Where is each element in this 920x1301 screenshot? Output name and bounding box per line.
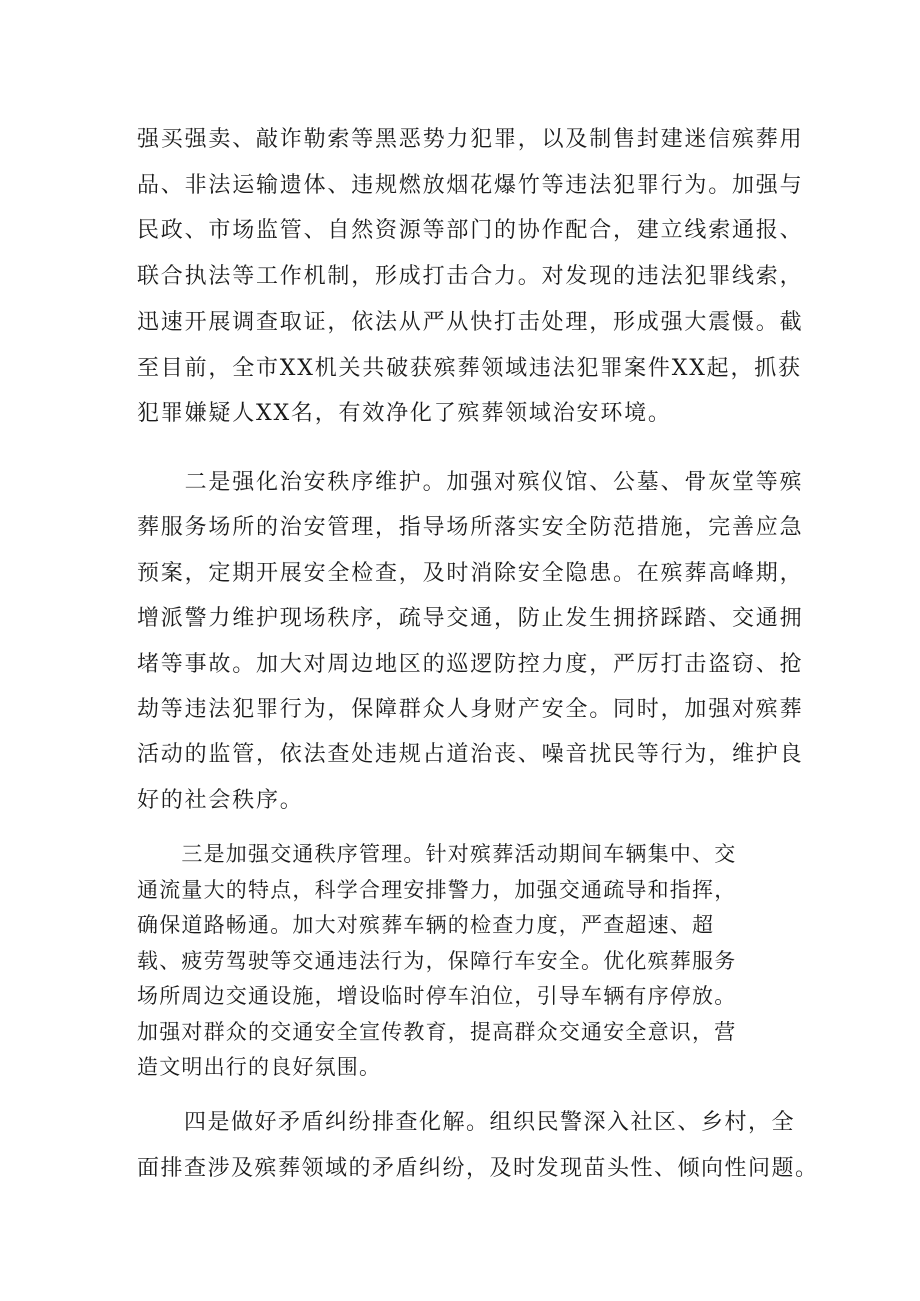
text-line: 民政、市场监管、自然资源等部门的协作配合，建立线索通报、 bbox=[137, 218, 804, 244]
text-line: 强买强卖、敲诈勒索等黑恶势力犯罪，以及制售封建迷信殡葬用 bbox=[137, 127, 804, 152]
text-line: 加强对群众的交通安全宣传教育，提高群众交通安全意识，营 bbox=[137, 1019, 737, 1044]
text-line: 品、非法运输遗体、违规燃放烟花爆竹等违法犯罪行为。加强与 bbox=[137, 172, 804, 198]
text-line: 好的社会秩序。 bbox=[137, 787, 304, 813]
text-line: 三是加强交通秩序管理。针对殡葬活动期间车辆集中、交 bbox=[137, 842, 737, 866]
text-line: 确保道路畅通。加大对殡葬车辆的检查力度，严查超速、超 bbox=[137, 913, 715, 937]
paragraph-traffic-order bbox=[137, 837, 782, 1086]
text-line: 联合执法等工作机制，形成打击合力。对发现的违法犯罪线索， bbox=[137, 264, 804, 290]
paragraph-dispute-resolution bbox=[137, 1100, 819, 1192]
text-line: 增派警力维护现场秩序，疏导交通，防止发生拥挤踩踏、交通拥 bbox=[137, 606, 804, 632]
text-line: 预案，定期开展安全检查，及时消除安全隐患。在殡葬高峰期， bbox=[137, 560, 804, 586]
text-line: 劫等违法犯罪行为，保障群众人身财产安全。同时，加强对殡葬 bbox=[137, 697, 804, 723]
text-line: 犯罪嫌疑人XX名，有效净化了殡葬领域治安环境。 bbox=[137, 401, 672, 427]
text-line: 面排查涉及殡葬领域的矛盾纠纷，及时发现苗头性、倾向性问题。 bbox=[137, 1156, 819, 1181]
paragraph-crime-crackdown bbox=[137, 117, 804, 437]
text-line: 堵等事故。加大对周边地区的巡逻防控力度，严厉打击盗窃、抢 bbox=[137, 651, 804, 677]
text-line: 活动的监管，依法查处违规占道治丧、噪音扰民等行为，维护良 bbox=[137, 742, 804, 768]
text-line: 二是强化治安秩序维护。加强对殡仪馆、公墓、骨灰堂等殡 bbox=[137, 470, 804, 495]
text-line: 葬服务场所的治安管理，指导场所落实安全防范措施，完善应急 bbox=[137, 515, 804, 541]
text-line: 通流量大的特点，科学合理安排警力，加强交通疏导和指挥， bbox=[137, 877, 737, 902]
text-line: 造文明出行的良好氛围。 bbox=[137, 1055, 382, 1079]
text-line: 场所周边交通设施，增设临时停车泊位，引导车辆有序停放。 bbox=[137, 984, 737, 1008]
text-line: 载、疲劳驾驶等交通违法行为，保障行车安全。优化殡葬服务 bbox=[137, 948, 737, 973]
paragraph-public-order bbox=[137, 460, 804, 823]
text-line: 迅速开展调查取证，依法从严从快打击处理，形成强大震慑。截 bbox=[137, 309, 804, 335]
text-line: 四是做好矛盾纠纷排查化解。组织民警深入社区、乡村，全 bbox=[137, 1110, 796, 1135]
text-line: 至目前，全市XX机关共破获殡葬领域违法犯罪案件XX起，抓获 bbox=[137, 355, 802, 381]
